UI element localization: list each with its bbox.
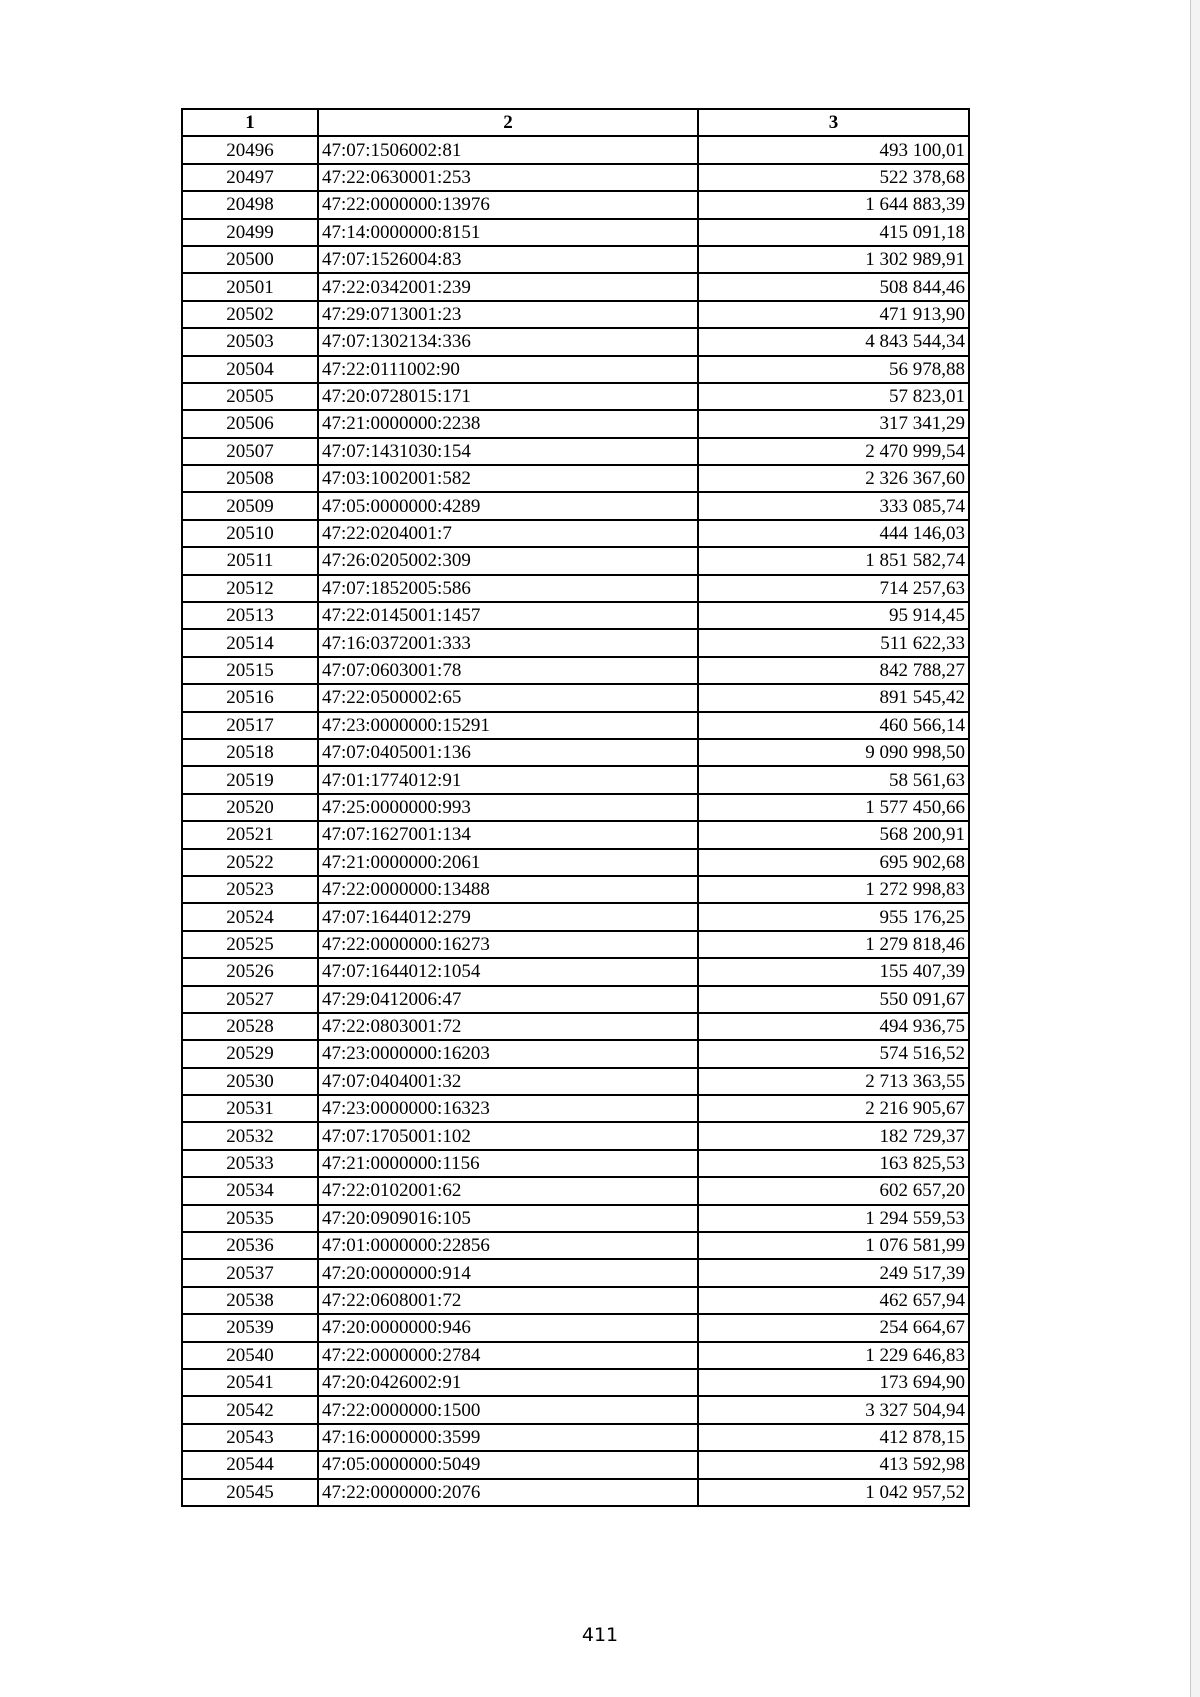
cell-cadastral-id: 47:20:0000000:914	[318, 1259, 698, 1286]
cell-cadastral-id: 47:22:0204001:7	[318, 520, 698, 547]
cell-row-number: 20532	[182, 1122, 318, 1149]
cell-cadastral-id: 47:22:0000000:1500	[318, 1396, 698, 1423]
table-row	[182, 1479, 969, 1506]
cell-row-number: 20528	[182, 1013, 318, 1040]
cell-row-number: 20521	[182, 821, 318, 848]
cell-cadastral-value: 173 694,90	[698, 1369, 969, 1396]
cell-cadastral-id: 47:22:0000000:13488	[318, 876, 698, 903]
cell-row-number: 20544	[182, 1451, 318, 1478]
cell-cadastral-id: 47:26:0205002:309	[318, 547, 698, 574]
cell-cadastral-id: 47:20:0000000:946	[318, 1314, 698, 1341]
table-row	[182, 1068, 969, 1095]
table-row	[182, 1259, 969, 1286]
cell-row-number: 20530	[182, 1068, 318, 1095]
cell-cadastral-id: 47:07:0603001:78	[318, 657, 698, 684]
cell-row-number: 20515	[182, 657, 318, 684]
table-row	[182, 1232, 969, 1259]
cell-cadastral-value: 95 914,45	[698, 602, 969, 629]
table-row	[182, 219, 969, 246]
cell-cadastral-id: 47:25:0000000:993	[318, 794, 698, 821]
cell-cadastral-id: 47:07:1506002:81	[318, 136, 698, 163]
cell-cadastral-value: 155 407,39	[698, 958, 969, 985]
cell-row-number: 20522	[182, 849, 318, 876]
cell-row-number: 20542	[182, 1396, 318, 1423]
cell-cadastral-id: 47:03:1002001:582	[318, 465, 698, 492]
cell-cadastral-id: 47:07:1644012:1054	[318, 958, 698, 985]
cell-row-number: 20537	[182, 1259, 318, 1286]
cadastral-value-table	[181, 108, 970, 1507]
cell-row-number: 20510	[182, 520, 318, 547]
cell-row-number: 20525	[182, 931, 318, 958]
cell-row-number: 20529	[182, 1040, 318, 1067]
cell-cadastral-value: 3 327 504,94	[698, 1396, 969, 1423]
cell-cadastral-value: 1 851 582,74	[698, 547, 969, 574]
table-row	[182, 1040, 969, 1067]
table-row	[182, 246, 969, 273]
cell-cadastral-id: 47:07:1431030:154	[318, 438, 698, 465]
table-row	[182, 328, 969, 355]
cell-row-number: 20496	[182, 136, 318, 163]
cell-cadastral-id: 47:07:1526004:83	[318, 246, 698, 273]
cell-cadastral-id: 47:07:0405001:136	[318, 739, 698, 766]
cell-row-number: 20517	[182, 712, 318, 739]
cell-row-number: 20504	[182, 356, 318, 383]
cell-row-number: 20523	[182, 876, 318, 903]
cell-row-number: 20535	[182, 1205, 318, 1232]
table-row	[182, 1177, 969, 1204]
table-row	[182, 1122, 969, 1149]
cell-cadastral-value: 1 076 581,99	[698, 1232, 969, 1259]
cell-cadastral-value: 2 216 905,67	[698, 1095, 969, 1122]
cell-cadastral-value: 333 085,74	[698, 492, 969, 519]
cell-row-number: 20511	[182, 547, 318, 574]
cell-cadastral-value: 9 090 998,50	[698, 739, 969, 766]
cell-row-number: 20498	[182, 191, 318, 218]
cell-row-number: 20545	[182, 1479, 318, 1506]
table-row	[182, 191, 969, 218]
cell-cadastral-value: 1 644 883,39	[698, 191, 969, 218]
cell-cadastral-value: 493 100,01	[698, 136, 969, 163]
cell-row-number: 20500	[182, 246, 318, 273]
cell-cadastral-value: 460 566,14	[698, 712, 969, 739]
table-row	[182, 903, 969, 930]
cell-row-number: 20527	[182, 986, 318, 1013]
table-row	[182, 1287, 969, 1314]
cell-cadastral-value: 955 176,25	[698, 903, 969, 930]
table-row	[182, 547, 969, 574]
cell-cadastral-id: 47:01:0000000:22856	[318, 1232, 698, 1259]
cell-row-number: 20519	[182, 766, 318, 793]
column-header-value: 3	[698, 109, 969, 136]
table-row	[182, 1369, 969, 1396]
table-row	[182, 629, 969, 656]
cell-cadastral-id: 47:22:0803001:72	[318, 1013, 698, 1040]
cell-cadastral-value: 522 378,68	[698, 164, 969, 191]
cell-row-number: 20513	[182, 602, 318, 629]
cell-cadastral-id: 47:05:0000000:4289	[318, 492, 698, 519]
table-row	[182, 492, 969, 519]
cell-cadastral-value: 413 592,98	[698, 1451, 969, 1478]
cell-row-number: 20512	[182, 575, 318, 602]
cell-cadastral-value: 2 326 367,60	[698, 465, 969, 492]
column-header-cadastral-id: 2	[318, 109, 698, 136]
table-row	[182, 1424, 969, 1451]
cell-cadastral-value: 550 091,67	[698, 986, 969, 1013]
table-row	[182, 876, 969, 903]
cell-cadastral-id: 47:23:0000000:15291	[318, 712, 698, 739]
cell-row-number: 20531	[182, 1095, 318, 1122]
page-number: 411	[581, 1624, 619, 1646]
table-row	[182, 1342, 969, 1369]
table-row	[182, 1314, 969, 1341]
cell-cadastral-id: 47:22:0000000:13976	[318, 191, 698, 218]
cell-cadastral-id: 47:20:0728015:171	[318, 383, 698, 410]
cell-row-number: 20524	[182, 903, 318, 930]
cell-row-number: 20536	[182, 1232, 318, 1259]
cell-cadastral-value: 568 200,91	[698, 821, 969, 848]
cell-row-number: 20540	[182, 1342, 318, 1369]
cell-cadastral-id: 47:22:0608001:72	[318, 1287, 698, 1314]
table-row	[182, 1095, 969, 1122]
cell-row-number: 20507	[182, 438, 318, 465]
table-row	[182, 465, 969, 492]
cell-cadastral-value: 695 902,68	[698, 849, 969, 876]
cell-cadastral-value: 57 823,01	[698, 383, 969, 410]
cell-row-number: 20516	[182, 684, 318, 711]
table-row	[182, 931, 969, 958]
table-row	[182, 1013, 969, 1040]
cell-cadastral-id: 47:22:0342001:239	[318, 273, 698, 300]
table-row	[182, 821, 969, 848]
cell-row-number: 20497	[182, 164, 318, 191]
cell-cadastral-id: 47:22:0500002:65	[318, 684, 698, 711]
cell-row-number: 20538	[182, 1287, 318, 1314]
cell-cadastral-value: 2 713 363,55	[698, 1068, 969, 1095]
cell-row-number: 20534	[182, 1177, 318, 1204]
cell-cadastral-value: 1 577 450,66	[698, 794, 969, 821]
cell-cadastral-id: 47:16:0000000:3599	[318, 1424, 698, 1451]
cell-cadastral-id: 47:21:0000000:1156	[318, 1150, 698, 1177]
cell-cadastral-id: 47:07:1644012:279	[318, 903, 698, 930]
cell-cadastral-value: 254 664,67	[698, 1314, 969, 1341]
cell-row-number: 20526	[182, 958, 318, 985]
table-row	[182, 958, 969, 985]
cell-cadastral-id: 47:23:0000000:16203	[318, 1040, 698, 1067]
cell-row-number: 20539	[182, 1314, 318, 1341]
cell-cadastral-id: 47:07:1852005:586	[318, 575, 698, 602]
cell-cadastral-value: 602 657,20	[698, 1177, 969, 1204]
cell-cadastral-id: 47:07:1705001:102	[318, 1122, 698, 1149]
table-row	[182, 849, 969, 876]
cell-cadastral-value: 249 517,39	[698, 1259, 969, 1286]
table-row	[182, 356, 969, 383]
cell-cadastral-id: 47:22:0000000:2784	[318, 1342, 698, 1369]
cell-row-number: 20509	[182, 492, 318, 519]
table-row	[182, 766, 969, 793]
table-row	[182, 273, 969, 300]
cell-cadastral-value: 494 936,75	[698, 1013, 969, 1040]
table-row	[182, 794, 969, 821]
cell-cadastral-id: 47:23:0000000:16323	[318, 1095, 698, 1122]
cell-cadastral-id: 47:22:0111002:90	[318, 356, 698, 383]
cell-cadastral-value: 508 844,46	[698, 273, 969, 300]
cell-cadastral-id: 47:20:0426002:91	[318, 1369, 698, 1396]
cell-row-number: 20518	[182, 739, 318, 766]
table-row	[182, 136, 969, 163]
page-edge	[1190, 0, 1200, 1697]
cell-cadastral-id: 47:07:0404001:32	[318, 1068, 698, 1095]
table-row	[182, 712, 969, 739]
cell-cadastral-value: 1 229 646,83	[698, 1342, 969, 1369]
cell-cadastral-value: 1 294 559,53	[698, 1205, 969, 1232]
cell-cadastral-id: 47:29:0713001:23	[318, 301, 698, 328]
cell-row-number: 20499	[182, 219, 318, 246]
table-row	[182, 438, 969, 465]
cell-cadastral-value: 471 913,90	[698, 301, 969, 328]
table-row	[182, 986, 969, 1013]
cell-cadastral-value: 714 257,63	[698, 575, 969, 602]
table-row	[182, 1451, 969, 1478]
cell-cadastral-value: 842 788,27	[698, 657, 969, 684]
cell-cadastral-id: 47:20:0909016:105	[318, 1205, 698, 1232]
cell-cadastral-id: 47:22:0145001:1457	[318, 602, 698, 629]
table-row	[182, 164, 969, 191]
cell-cadastral-id: 47:16:0372001:333	[318, 629, 698, 656]
cell-cadastral-value: 58 561,63	[698, 766, 969, 793]
cell-cadastral-value: 1 272 998,83	[698, 876, 969, 903]
cell-cadastral-id: 47:22:0000000:2076	[318, 1479, 698, 1506]
cell-cadastral-value: 511 622,33	[698, 629, 969, 656]
cell-cadastral-value: 415 091,18	[698, 219, 969, 246]
cell-cadastral-value: 1 279 818,46	[698, 931, 969, 958]
cell-cadastral-id: 47:22:0630001:253	[318, 164, 698, 191]
cell-cadastral-id: 47:22:0102001:62	[318, 1177, 698, 1204]
cell-cadastral-value: 1 302 989,91	[698, 246, 969, 273]
cell-cadastral-value: 1 042 957,52	[698, 1479, 969, 1506]
cell-cadastral-value: 4 843 544,34	[698, 328, 969, 355]
cell-cadastral-id: 47:21:0000000:2238	[318, 410, 698, 437]
cell-cadastral-value: 574 516,52	[698, 1040, 969, 1067]
table-row	[182, 1205, 969, 1232]
cell-cadastral-value: 182 729,37	[698, 1122, 969, 1149]
cell-row-number: 20543	[182, 1424, 318, 1451]
cell-cadastral-id: 47:14:0000000:8151	[318, 219, 698, 246]
cell-cadastral-id: 47:07:1627001:134	[318, 821, 698, 848]
cell-cadastral-value: 2 470 999,54	[698, 438, 969, 465]
table-row	[182, 575, 969, 602]
cell-row-number: 20502	[182, 301, 318, 328]
cell-cadastral-id: 47:29:0412006:47	[318, 986, 698, 1013]
table-header-row	[182, 109, 969, 136]
table-row	[182, 383, 969, 410]
cell-cadastral-id: 47:01:1774012:91	[318, 766, 698, 793]
cell-row-number: 20541	[182, 1369, 318, 1396]
table-body	[182, 136, 969, 1506]
cell-cadastral-value: 163 825,53	[698, 1150, 969, 1177]
cell-row-number: 20501	[182, 273, 318, 300]
cell-cadastral-id: 47:07:1302134:336	[318, 328, 698, 355]
table-row	[182, 520, 969, 547]
cell-row-number: 20503	[182, 328, 318, 355]
cell-cadastral-value: 317 341,29	[698, 410, 969, 437]
cell-cadastral-id: 47:05:0000000:5049	[318, 1451, 698, 1478]
cell-row-number: 20508	[182, 465, 318, 492]
cell-cadastral-value: 462 657,94	[698, 1287, 969, 1314]
cell-cadastral-value: 412 878,15	[698, 1424, 969, 1451]
table-row	[182, 657, 969, 684]
cell-row-number: 20533	[182, 1150, 318, 1177]
column-header-number: 1	[182, 109, 318, 136]
table-row	[182, 602, 969, 629]
cell-row-number: 20505	[182, 383, 318, 410]
cell-cadastral-value: 891 545,42	[698, 684, 969, 711]
cell-cadastral-id: 47:21:0000000:2061	[318, 849, 698, 876]
cell-row-number: 20514	[182, 629, 318, 656]
table-row	[182, 1396, 969, 1423]
cell-row-number: 20506	[182, 410, 318, 437]
table-row	[182, 739, 969, 766]
cell-row-number: 20520	[182, 794, 318, 821]
cell-cadastral-value: 444 146,03	[698, 520, 969, 547]
cell-cadastral-id: 47:22:0000000:16273	[318, 931, 698, 958]
table-row	[182, 1150, 969, 1177]
table-row	[182, 410, 969, 437]
table-row	[182, 301, 969, 328]
table-row	[182, 684, 969, 711]
cell-cadastral-value: 56 978,88	[698, 356, 969, 383]
